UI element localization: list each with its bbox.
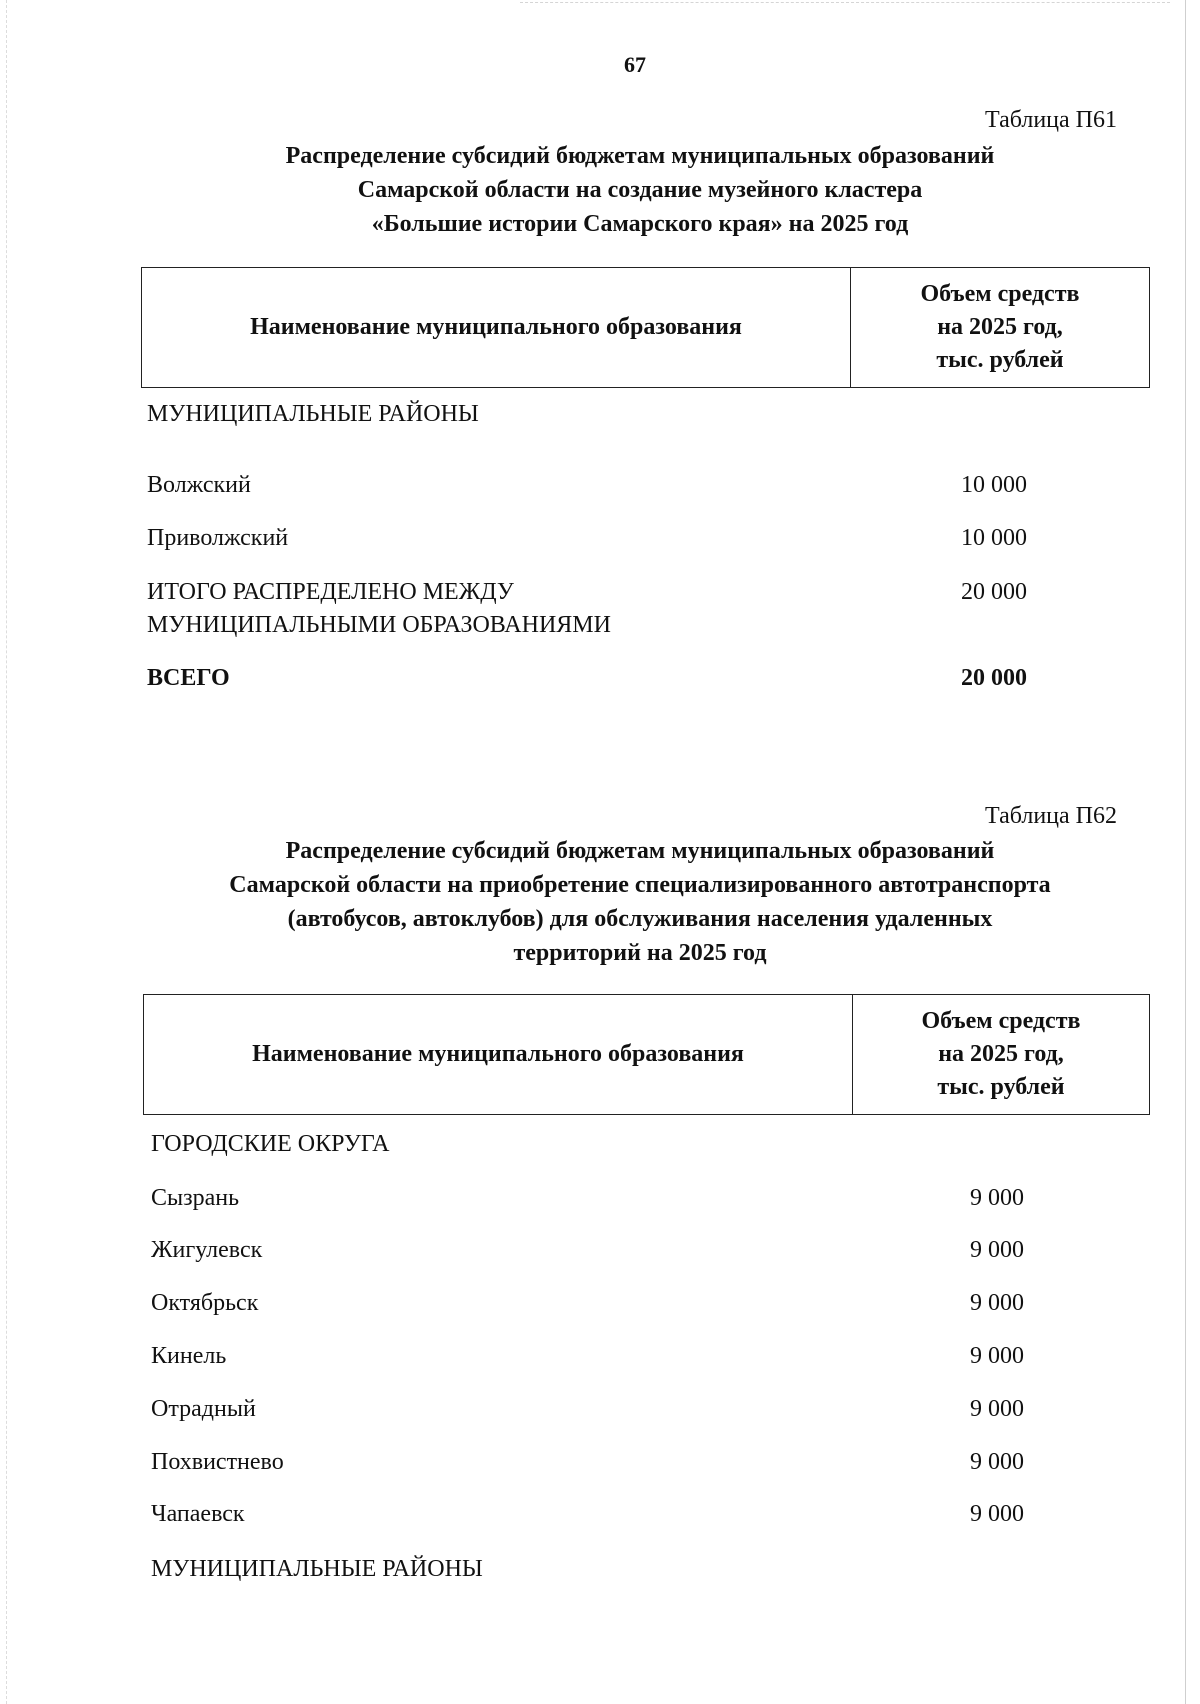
row-value: 9 000 [970, 1501, 1024, 1527]
header-volume-line: на 2025 год, [937, 314, 1063, 340]
table-61-title-line: Распределение субсидий бюджетам муниципальных образований [285, 143, 995, 169]
row-value: 9 000 [970, 1290, 1024, 1316]
total-name: ВСЕГО [147, 665, 230, 691]
row-value: 9 000 [970, 1237, 1024, 1263]
table-61-title [130, 139, 1150, 241]
row-name: Похвистнево [151, 1449, 284, 1475]
table-62-label: Таблица П62 [985, 803, 1117, 829]
table-61-subtotal-row [147, 576, 1047, 646]
row-name: Октябрьск [151, 1290, 259, 1316]
table-62-header-name-col: Наименование муниципального образования [144, 995, 853, 1114]
header-volume-line: тыс. рублей [937, 1074, 1065, 1100]
table-61-label: Таблица П61 [985, 107, 1117, 133]
subtotal-value: 20 000 [961, 579, 1027, 605]
row-value: 9 000 [970, 1449, 1024, 1475]
table-61-title-line: «Большие истории Самарского края» на 2025 год [371, 211, 909, 237]
row-value: 9 000 [970, 1396, 1024, 1422]
table-62-header-volume-col [853, 995, 1149, 1114]
row-value: 9 000 [970, 1343, 1024, 1369]
section-heading-text: ГОРОДСКИЕ ОКРУГА [151, 1131, 390, 1157]
table-61-header-volume-col [851, 268, 1149, 387]
row-value: 9 000 [970, 1185, 1024, 1211]
table-62-title-line: (автобусов, автоклубов) для обслуживания населения удаленных [287, 906, 993, 932]
table-62-title [130, 834, 1150, 970]
section-heading-text: МУНИЦИПАЛЬНЫЕ РАЙОНЫ [151, 1556, 483, 1582]
table-62-title-line: Распределение субсидий бюджетам муниципальных образований [285, 838, 995, 864]
header-volume-line: Объем средств [920, 281, 1080, 307]
page-number: 67 [624, 52, 646, 77]
row-value: 10 000 [961, 472, 1027, 498]
table-62-header [143, 994, 1150, 1115]
table-61-header [141, 267, 1150, 388]
row-name: Сызрань [151, 1185, 240, 1211]
table-62-title-line: территорий на 2025 год [513, 940, 767, 966]
scan-edge-right [1185, 0, 1186, 1704]
row-name: Кинель [151, 1343, 227, 1369]
scan-edge-left [6, 0, 8, 1704]
row-name: Чапаевск [151, 1501, 245, 1527]
row-name: Отрадный [151, 1396, 256, 1422]
header-volume-line: Объем средств [921, 1008, 1081, 1034]
total-value: 20 000 [961, 665, 1027, 691]
table-61-title-line: Самарской области на создание музейного кластера [357, 177, 923, 203]
subtotal-name [147, 576, 611, 642]
header-volume-line: на 2025 год, [938, 1041, 1064, 1067]
row-name: Приволжский [147, 525, 289, 551]
subtotal-name-line: ИТОГО РАСПРЕДЕЛЕНО МЕЖДУ [147, 579, 514, 605]
subtotal-name-line: МУНИЦИПАЛЬНЫМИ ОБРАЗОВАНИЯМИ [147, 612, 611, 638]
scan-edge-top [520, 2, 1170, 3]
section-heading-text: МУНИЦИПАЛЬНЫЕ РАЙОНЫ [147, 401, 479, 427]
row-name: Волжский [147, 472, 251, 498]
table-61-header-name-col: Наименование муниципального образования [142, 268, 851, 387]
header-volume-line: тыс. рублей [936, 347, 1064, 373]
table-62-title-line: Самарской области на приобретение специализированного автотранспорта [229, 872, 1051, 898]
row-value: 10 000 [961, 525, 1027, 551]
row-name: Жигулевск [151, 1237, 263, 1263]
